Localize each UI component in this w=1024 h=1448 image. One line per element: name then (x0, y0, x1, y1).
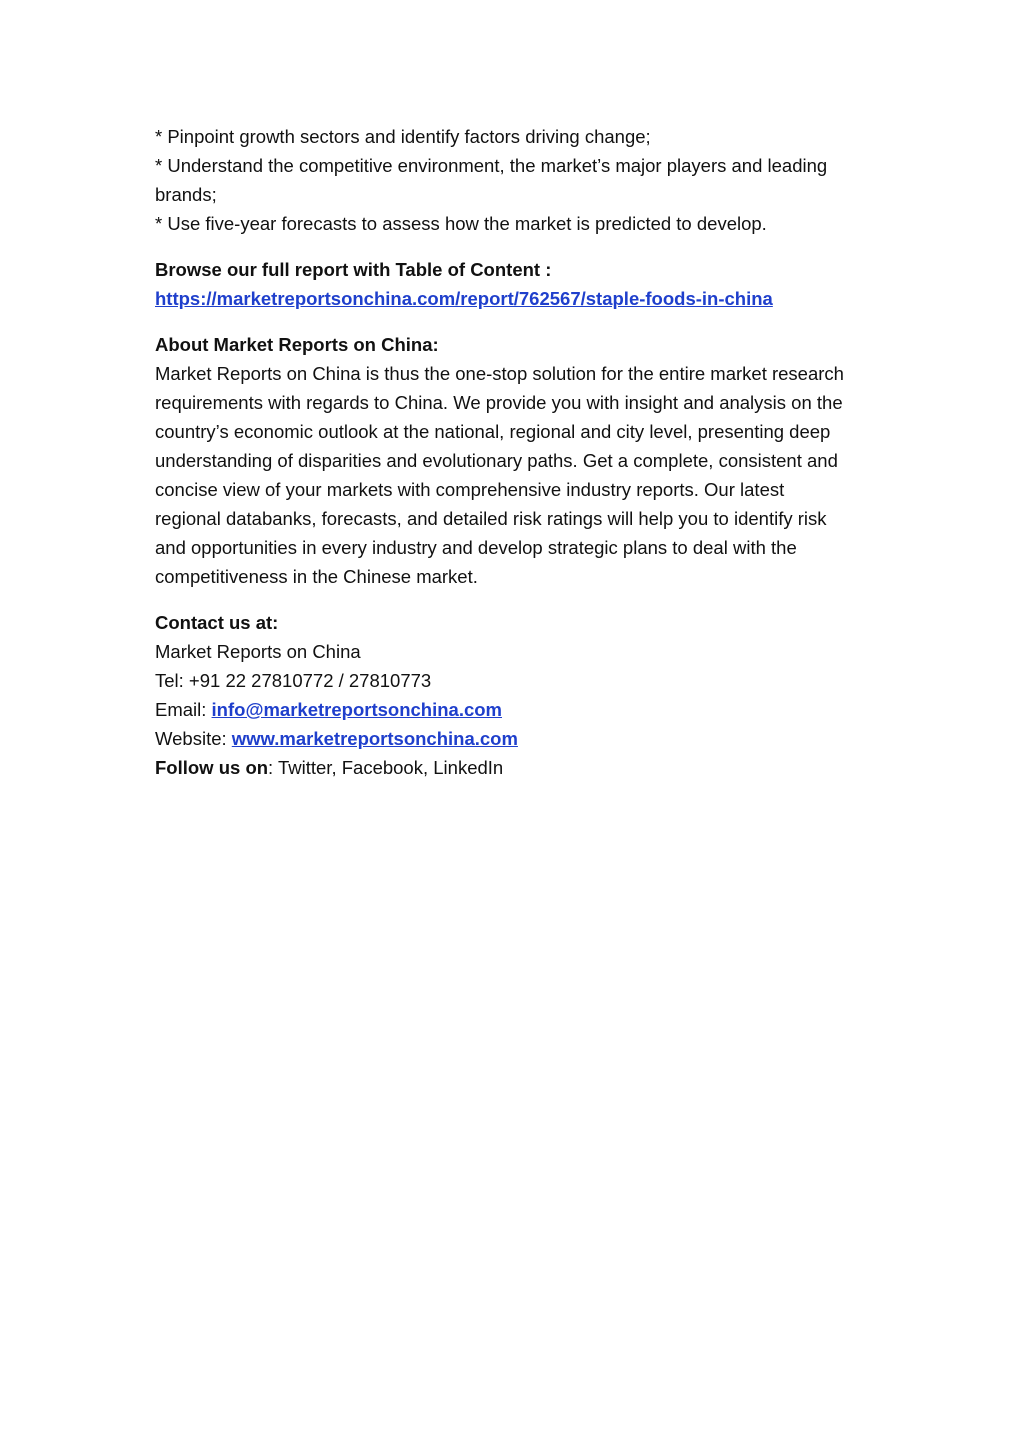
contact-email-row (155, 695, 885, 724)
about-text-line: understanding of disparities and evolutionary paths. Get a complete, consistent and (155, 450, 838, 471)
email-label: Email: (155, 699, 212, 720)
browse-section (155, 255, 885, 313)
follow-networks: : Twitter, Facebook, LinkedIn (268, 757, 504, 778)
about-section (155, 330, 885, 591)
report-link[interactable]: https://marketreportsonchina.com/report/762567/staple-foods-in-china (155, 288, 773, 309)
website-link[interactable]: www.marketreportsonchina.com (231, 728, 518, 749)
follow-label: Follow us on (155, 757, 269, 778)
website-label: Website: (155, 728, 232, 749)
contact-heading: Contact us at: (155, 612, 279, 633)
bullet-list (155, 122, 885, 238)
contact-website-row (155, 724, 885, 753)
contact-section (155, 608, 885, 782)
about-heading: About Market Reports on China: (155, 334, 439, 355)
bullet-item-continuation: brands; (155, 184, 217, 205)
about-text-line: competitiveness in the Chinese market. (155, 566, 478, 587)
about-text-line: concise view of your markets with comprehensive industry reports. Our latest (155, 479, 785, 500)
about-text-line: and opportunities in every industry and develop strategic plans to deal with the (155, 537, 797, 558)
browse-heading: Browse our full report with Table of Content : (155, 259, 552, 280)
bullet-item: * Understand the competitive environment, the market’s major players and leading (155, 155, 828, 176)
contact-follow-row (155, 753, 885, 782)
bullet-item: * Pinpoint growth sectors and identify factors driving change; (155, 126, 651, 147)
about-text-line: Market Reports on China is thus the one-stop solution for the entire market research (155, 363, 844, 384)
about-text-line: country’s economic outlook at the national, regional and city level, presenting deep (155, 421, 831, 442)
bullet-item: * Use five-year forecasts to assess how the market is predicted to develop. (155, 213, 767, 234)
about-text-line: requirements with regards to China. We provide you with insight and analysis on the (155, 392, 843, 413)
contact-tel: Tel: +91 22 27810772 / 27810773 (155, 670, 432, 691)
contact-company: Market Reports on China (155, 641, 361, 662)
document-page (155, 122, 885, 782)
about-text-line: regional databanks, forecasts, and detailed risk ratings will help you to identify risk (155, 508, 827, 529)
email-link[interactable]: info@marketreportsonchina.com (211, 699, 503, 720)
